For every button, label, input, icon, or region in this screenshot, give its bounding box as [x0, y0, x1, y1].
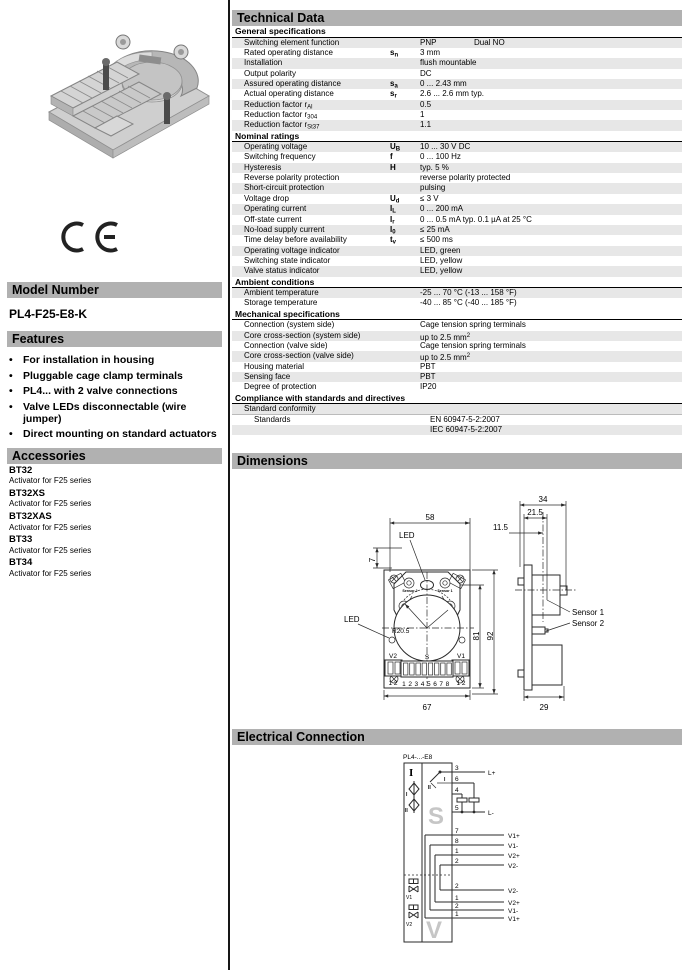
- spec-value: PBT: [420, 361, 436, 371]
- spec-value: 2.6 ... 2.6 mm typ.: [420, 89, 485, 99]
- accessories-list: [9, 466, 221, 581]
- spec-row: [232, 266, 682, 276]
- spec-label: Sensing face: [244, 371, 291, 381]
- spec-label: Reduction factor $r_{Al}$: [244, 99, 313, 110]
- spec-label: Ambient temperature: [244, 288, 319, 298]
- spec-label: No-load supply current: [244, 224, 325, 234]
- l-minus-label: L-: [488, 810, 494, 817]
- feature-item: • Direct mounting on standard actuators: [9, 428, 217, 441]
- feature-item: • Valve LEDs disconnectable (wire jumper): [9, 400, 187, 425]
- spec-row: [232, 173, 682, 183]
- spec-symbol: [390, 266, 420, 276]
- spec-row: [232, 152, 682, 162]
- spec-label: Voltage drop: [244, 193, 289, 203]
- svg-text:34: 34: [538, 495, 548, 504]
- spec-value: ≤ 500 ms: [420, 235, 453, 245]
- spec-label: Short-circuit protection: [244, 183, 325, 193]
- spec-value: -40 ... 85 °C (-40 ... 185 °F): [420, 298, 517, 308]
- accessory-desc: Activator for F25 series: [9, 476, 92, 486]
- spec-row: [232, 225, 682, 235]
- svg-text:V1: V1: [457, 653, 465, 660]
- svg-text:V1-: V1-: [508, 843, 519, 850]
- spec-symbol: [390, 173, 420, 183]
- spec-value: IEC 60947-5-2:2007: [430, 424, 503, 434]
- spec-label: Operating voltage: [244, 142, 308, 152]
- svg-text:4: 4: [455, 787, 459, 794]
- sensor2-roman: II: [405, 808, 408, 814]
- spec-label: Valve status indicator: [244, 266, 320, 276]
- spec-row: [232, 142, 682, 152]
- dimensions-drawing: [232, 472, 682, 727]
- svg-text:3: 3: [455, 765, 459, 772]
- valve2-symbol: [409, 905, 418, 918]
- spec-symbol: [390, 404, 420, 413]
- spec-symbol: $U_B$: [390, 142, 401, 153]
- side-view: [493, 495, 605, 712]
- spec-symbol: [390, 120, 420, 130]
- tech-table: [232, 26, 682, 435]
- spec-label: Time delay before availability: [244, 235, 347, 245]
- spec-value: ≤ 3 V: [420, 193, 439, 203]
- svg-text:67: 67: [422, 703, 432, 712]
- spec-section-header: Ambient conditions: [232, 277, 682, 289]
- product-photo: [21, 12, 217, 208]
- l-plus-label: L+: [488, 770, 496, 777]
- spec-label: Connection (system side): [244, 320, 335, 330]
- svg-text:I: I: [444, 777, 446, 783]
- svg-text:V2: V2: [389, 653, 397, 660]
- spec-section-header: Nominal ratings: [232, 131, 682, 143]
- spec-section-header: Compliance with standards and directives: [232, 393, 682, 405]
- spec-symbol: $U_d$: [390, 193, 400, 205]
- spec-row: [232, 89, 682, 99]
- features-list: [9, 354, 221, 444]
- spec-value: Cage tension spring terminals: [420, 340, 526, 350]
- spec-row: [232, 194, 682, 204]
- target-symbol: I: [409, 767, 414, 779]
- model-number-header: Model Number: [7, 282, 222, 298]
- spec-value: EN 60947-5-2:2007: [430, 414, 500, 424]
- spec-symbol: [390, 362, 420, 372]
- spec-symbol: $I_0$: [390, 224, 396, 236]
- spec-symbol: $I_r$: [390, 214, 395, 225]
- column-divider: [228, 0, 230, 970]
- spec-symbol: [400, 425, 430, 435]
- svg-text:V2+: V2+: [508, 853, 520, 860]
- accessory-code: BT33: [9, 534, 33, 546]
- spec-row: [232, 58, 682, 68]
- spec-label: Core cross-section (valve side): [244, 351, 354, 361]
- spec-row: [232, 79, 682, 89]
- svg-text:2: 2: [455, 883, 459, 890]
- svg-text:R20.5: R20.5: [392, 628, 410, 635]
- spec-value: LED, green: [420, 245, 461, 255]
- spec-section-header: Mechanical specifications: [232, 309, 682, 321]
- spec-label: Installation: [244, 58, 283, 68]
- spec-row: [232, 425, 682, 435]
- spec-value: [420, 404, 682, 413]
- accessory-code: BT32XAS: [9, 511, 52, 523]
- spec-label: Connection (valve side): [244, 340, 328, 350]
- spec-row: [232, 48, 682, 58]
- spec-symbol: [390, 183, 420, 193]
- svg-text:12345678: 12345678: [402, 681, 452, 688]
- spec-value: 0 ... 2.43 mm: [420, 78, 467, 88]
- front-view: [344, 513, 498, 712]
- spec-symbol: [390, 288, 420, 298]
- svg-text:21.5: 21.5: [527, 508, 543, 517]
- spec-symbol: [390, 110, 420, 120]
- spec-value: pulsing: [420, 183, 446, 193]
- led-top-label: LED: [399, 531, 415, 540]
- spec-row: [232, 120, 682, 130]
- spec-label: Reverse polarity protection: [244, 173, 340, 183]
- model-number-value: PL4-F25-E8-K: [9, 307, 88, 321]
- spec-value: 3 mm: [420, 47, 440, 57]
- dimensions-header: Dimensions: [232, 453, 682, 469]
- feature-item: • PL4... with 2 valve connections: [9, 385, 178, 398]
- svg-text:6: 6: [455, 776, 459, 783]
- svg-text:V2-: V2-: [508, 863, 519, 870]
- spec-label: Switching state indicator: [244, 255, 331, 265]
- spec-symbol: $t_v$: [390, 235, 397, 246]
- accessories-header: Accessories: [7, 448, 222, 464]
- sensor-block-letter: S: [428, 803, 445, 830]
- spec-row: [232, 288, 682, 298]
- spec-symbol: [390, 38, 420, 48]
- svg-text:Sensor 1: Sensor 1: [572, 608, 605, 617]
- svg-text:2: 2: [455, 903, 459, 910]
- spec-row: [232, 351, 682, 361]
- svg-text:V2+: V2+: [508, 900, 520, 907]
- svg-text:Sensor 1: Sensor 1: [437, 589, 453, 593]
- svg-text:7: 7: [368, 557, 377, 563]
- spec-row: [232, 382, 682, 392]
- feature-item: • For installation in housing: [9, 354, 155, 366]
- svg-text:2: 2: [455, 858, 459, 865]
- spec-symbol: [390, 341, 420, 351]
- valve1-symbol: [409, 879, 418, 892]
- spec-value: Cage tension spring terminals: [420, 320, 526, 330]
- accessory-desc: Activator for F25 series: [9, 545, 92, 555]
- valve2-label: V2: [406, 922, 413, 928]
- spec-symbol: [390, 382, 420, 392]
- spec-symbol: $s_r$: [390, 89, 397, 100]
- spec-row: [232, 38, 682, 48]
- ce-mark-icon: [55, 220, 129, 254]
- spec-row: [232, 163, 682, 173]
- spec-symbol: $s_a$: [390, 78, 398, 90]
- spec-label: Output polarity: [244, 68, 297, 78]
- svg-text:1 2: 1 2: [456, 680, 466, 687]
- accessory-code: BT34: [9, 557, 33, 569]
- spec-symbol: [390, 298, 420, 308]
- valve-block-letter: V: [426, 917, 443, 944]
- spec-value: LED, yellow: [420, 255, 463, 265]
- spec-symbol: [400, 415, 430, 425]
- spec-row: [232, 298, 682, 308]
- spec-symbol: [390, 331, 420, 341]
- spec-symbol: [390, 58, 420, 68]
- svg-text:Sensor 2: Sensor 2: [572, 619, 605, 628]
- spec-label: Actual operating distance: [244, 89, 334, 99]
- spec-symbol: [390, 246, 420, 256]
- svg-text:II: II: [428, 785, 431, 791]
- spec-row: [232, 415, 682, 425]
- svg-text:1: 1: [455, 848, 459, 855]
- spec-symbol: [390, 320, 420, 330]
- spec-value: DC: [420, 68, 432, 78]
- spec-label: Core cross-section (system side): [244, 330, 361, 340]
- spec-section-header: General specifications: [232, 26, 682, 38]
- spec-label: Off-state current: [244, 214, 302, 224]
- spec-label: Hysteresis: [244, 162, 282, 172]
- spec-symbol: $I_L$: [390, 204, 396, 215]
- spec-label: Switching frequency: [244, 152, 316, 162]
- spec-value-2: Dual NO: [474, 37, 505, 47]
- valve1-label: V1: [406, 895, 413, 901]
- led-left-label: LED: [344, 615, 360, 624]
- spec-value: ≤ 25 mA: [420, 224, 450, 234]
- spec-value: PBT: [420, 371, 436, 381]
- spec-symbol: [390, 351, 420, 361]
- electrical-connection-header: Electrical Connection: [232, 729, 682, 745]
- spec-label: Switching element function: [244, 37, 340, 47]
- svg-text:5: 5: [455, 805, 459, 812]
- spec-row: [232, 69, 682, 79]
- spec-symbol: [390, 372, 420, 382]
- spec-label: Operating current: [244, 204, 307, 214]
- spec-value: typ. 5 %: [420, 162, 449, 172]
- svg-text:58: 58: [425, 513, 435, 522]
- spec-row: [232, 183, 682, 193]
- spec-row: [232, 404, 682, 414]
- spec-value: reverse polarity protected: [420, 173, 511, 183]
- spec-symbol: f: [390, 152, 393, 162]
- svg-text:29: 29: [539, 703, 549, 712]
- sensor1-roman: I: [406, 792, 408, 798]
- spec-row: [232, 362, 682, 372]
- svg-text:V2-: V2-: [508, 888, 519, 895]
- spec-label: Housing material: [244, 361, 305, 371]
- spec-symbol: [390, 100, 420, 110]
- electrical-diagram: [232, 748, 682, 963]
- svg-text:1: 1: [455, 895, 459, 902]
- spec-row: [232, 110, 682, 120]
- spec-label: Operating voltage indicator: [244, 245, 340, 255]
- spec-row: [232, 100, 682, 110]
- accessory-code: BT32XS: [9, 488, 45, 500]
- spec-value: LED, yellow: [420, 266, 463, 276]
- spec-value: 0.5: [420, 99, 432, 109]
- spec-label: Standard conformity: [244, 404, 316, 414]
- spec-row: [232, 341, 682, 351]
- accessory-desc: Activator for F25 series: [9, 499, 92, 509]
- accessory-desc: Activator for F25 series: [9, 568, 92, 578]
- spec-row: [232, 256, 682, 266]
- spec-row: [232, 246, 682, 256]
- svg-text:V1-: V1-: [508, 908, 519, 915]
- spec-row: [232, 320, 682, 330]
- features-header: Features: [7, 331, 222, 347]
- spec-value: 1: [420, 109, 425, 119]
- svg-text:11.5: 11.5: [493, 523, 508, 532]
- spec-row: [232, 235, 682, 245]
- feature-item: • Pluggable cage clamp terminals: [9, 369, 183, 382]
- spec-value: up to 2.5 $mm^2$: [420, 332, 471, 342]
- spec-value: -25 ... 70 °C (-13 ... 158 °F): [420, 288, 517, 298]
- svg-text:81: 81: [472, 631, 481, 641]
- spec-label: Reduction factor $r_{304}$: [244, 109, 318, 121]
- svg-text:7: 7: [455, 828, 459, 835]
- spec-label: Assured operating distance: [244, 78, 341, 88]
- circuit-title: PL4-...-E8: [403, 754, 433, 761]
- spec-value: flush mountable: [420, 58, 477, 68]
- spec-value: 1.1: [420, 120, 432, 130]
- spec-value: 0 ... 100 Hz: [420, 152, 461, 162]
- spec-label: Standards: [254, 414, 291, 424]
- spec-value: 0 ... 200 mA: [420, 204, 464, 214]
- svg-text:Sensor 2: Sensor 2: [402, 589, 418, 593]
- spec-row: [232, 204, 682, 214]
- spec-value: 0 ... 0.5 mA typ. 0.1 µA at 25 °C: [420, 214, 532, 224]
- svg-text:V1+: V1+: [508, 833, 520, 840]
- spec-symbol: $s_n$: [390, 47, 399, 59]
- spec-label: Reduction factor $r_{St37}$: [244, 120, 320, 131]
- spec-value: up to 2.5 $mm^2$: [420, 353, 471, 363]
- accessory-desc: Activator for F25 series: [9, 522, 92, 532]
- spec-symbol: [390, 256, 420, 266]
- svg-text:S: S: [424, 654, 430, 661]
- spec-symbol: H: [390, 162, 396, 172]
- spec-value: 10 ... 30 V DC: [420, 142, 471, 152]
- spec-label: [244, 425, 400, 435]
- svg-text:92: 92: [486, 631, 495, 641]
- spec-value: IP20: [420, 382, 437, 392]
- accessory-code: BT32: [9, 465, 33, 476]
- technical-data-header: Technical Data: [232, 10, 682, 26]
- spec-row: [232, 372, 682, 382]
- spec-row: [232, 215, 682, 225]
- svg-text:1: 1: [455, 911, 459, 918]
- svg-text:V1+: V1+: [508, 916, 520, 923]
- spec-symbol: [390, 69, 420, 79]
- svg-text:1 2: 1 2: [388, 680, 398, 687]
- spec-label: Rated operating distance: [244, 47, 333, 57]
- spec-label: Storage temperature: [244, 298, 318, 308]
- spec-row: [232, 331, 682, 341]
- svg-text:8: 8: [455, 838, 459, 845]
- spec-label: Degree of protection: [244, 382, 317, 392]
- spec-value: PNP Dual NO: [420, 37, 505, 47]
